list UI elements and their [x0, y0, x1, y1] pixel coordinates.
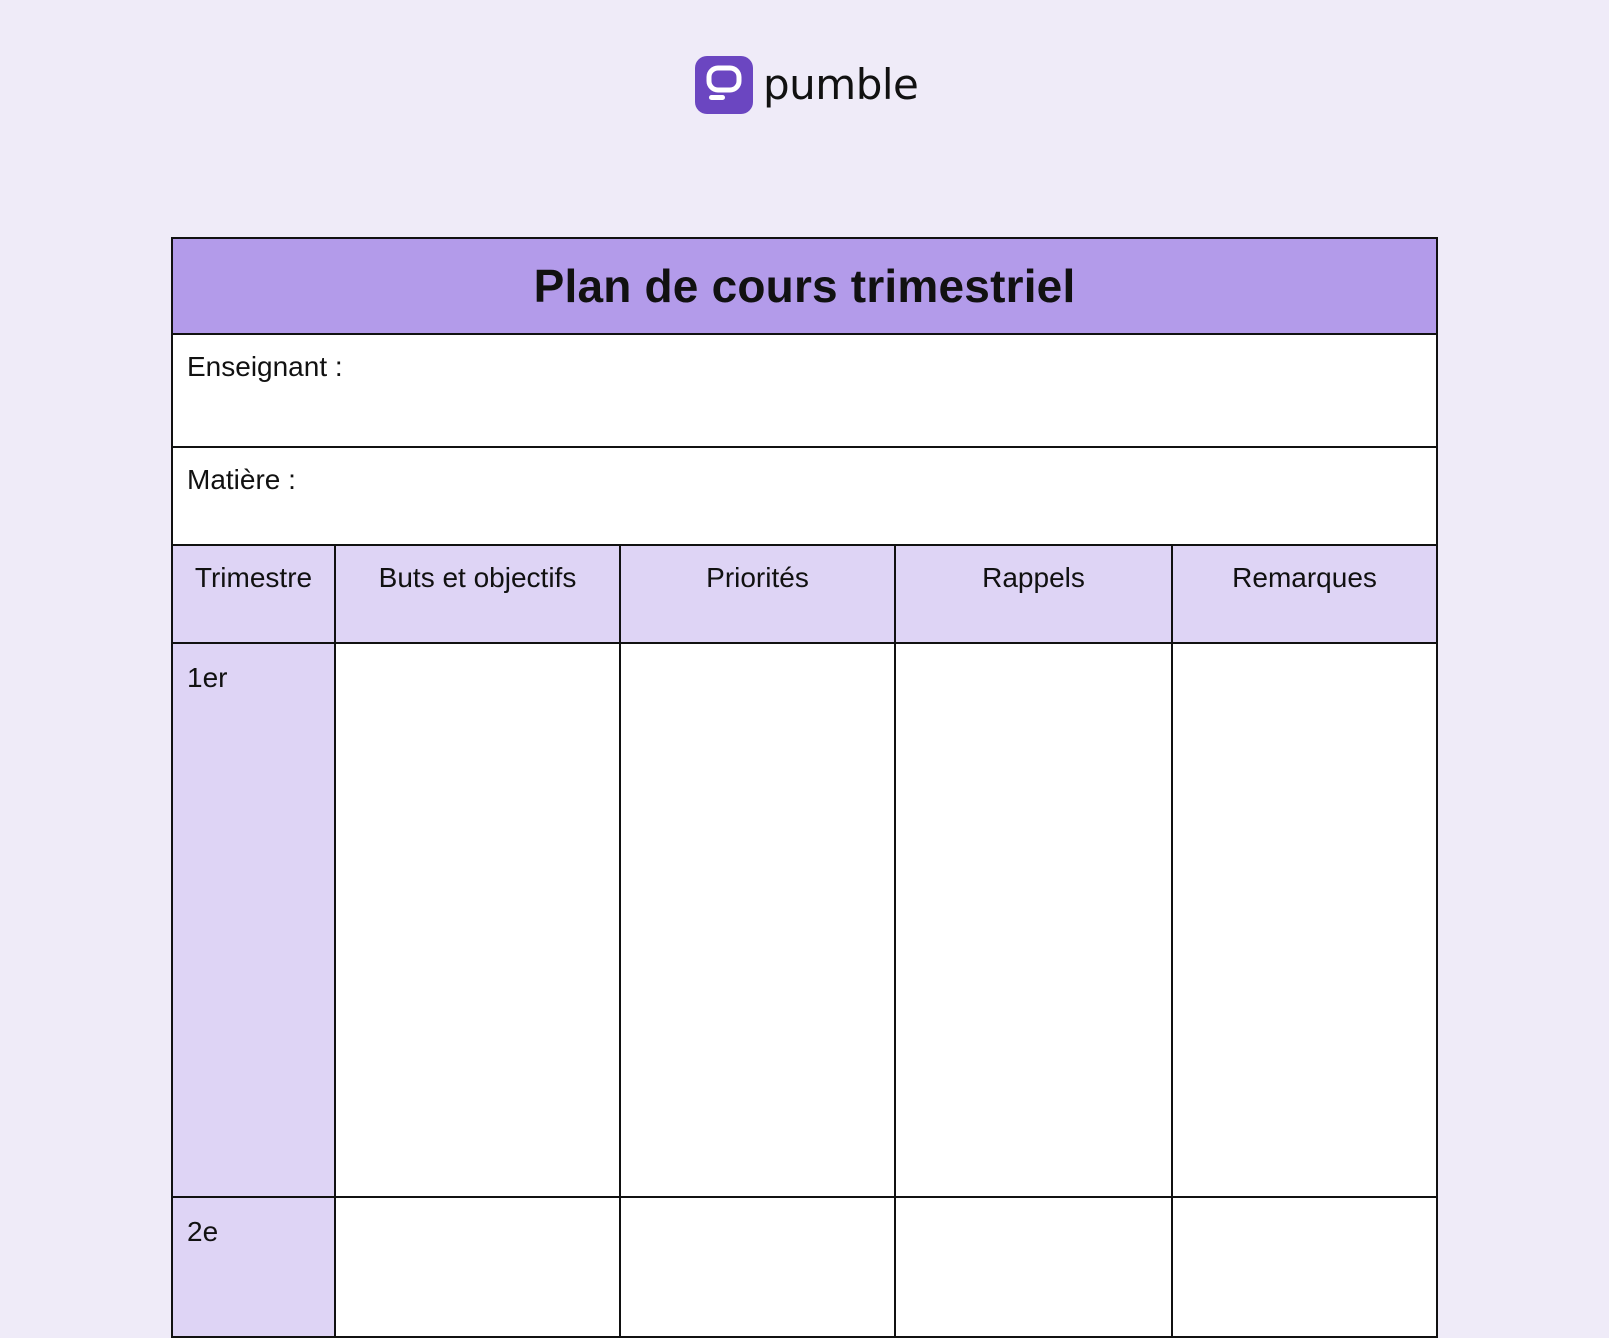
column-header-goals: Buts et objectifs — [335, 545, 620, 643]
subject-field[interactable] — [172, 447, 1437, 545]
priorities-cell[interactable] — [620, 1197, 895, 1337]
notes-cell[interactable] — [1172, 1197, 1437, 1337]
column-header-reminders: Rappels — [895, 545, 1172, 643]
column-header-priorities: Priorités — [620, 545, 895, 643]
notes-cell[interactable] — [1172, 643, 1437, 1197]
column-header-notes: Remarques — [1172, 545, 1437, 643]
pumble-logo — [695, 56, 918, 114]
subject-label: Matière : — [187, 464, 296, 495]
lesson-plan-table — [171, 237, 1438, 1338]
teacher-label: Enseignant : — [187, 351, 343, 382]
table-row — [172, 643, 1437, 1197]
goals-cell[interactable] — [335, 1197, 620, 1337]
teacher-field[interactable] — [172, 334, 1437, 447]
table-row — [172, 1197, 1437, 1337]
brand-name: pumble — [763, 60, 919, 109]
term-label: 1er — [172, 643, 335, 1197]
goals-cell[interactable] — [335, 643, 620, 1197]
document-title: Plan de cours trimestriel — [172, 238, 1437, 334]
term-label: 2e — [172, 1197, 335, 1337]
reminders-cell[interactable] — [895, 1197, 1172, 1337]
reminders-cell[interactable] — [895, 643, 1172, 1197]
priorities-cell[interactable] — [620, 643, 895, 1197]
column-header-term: Trimestre — [172, 545, 335, 643]
pumble-logo-icon — [695, 56, 753, 114]
